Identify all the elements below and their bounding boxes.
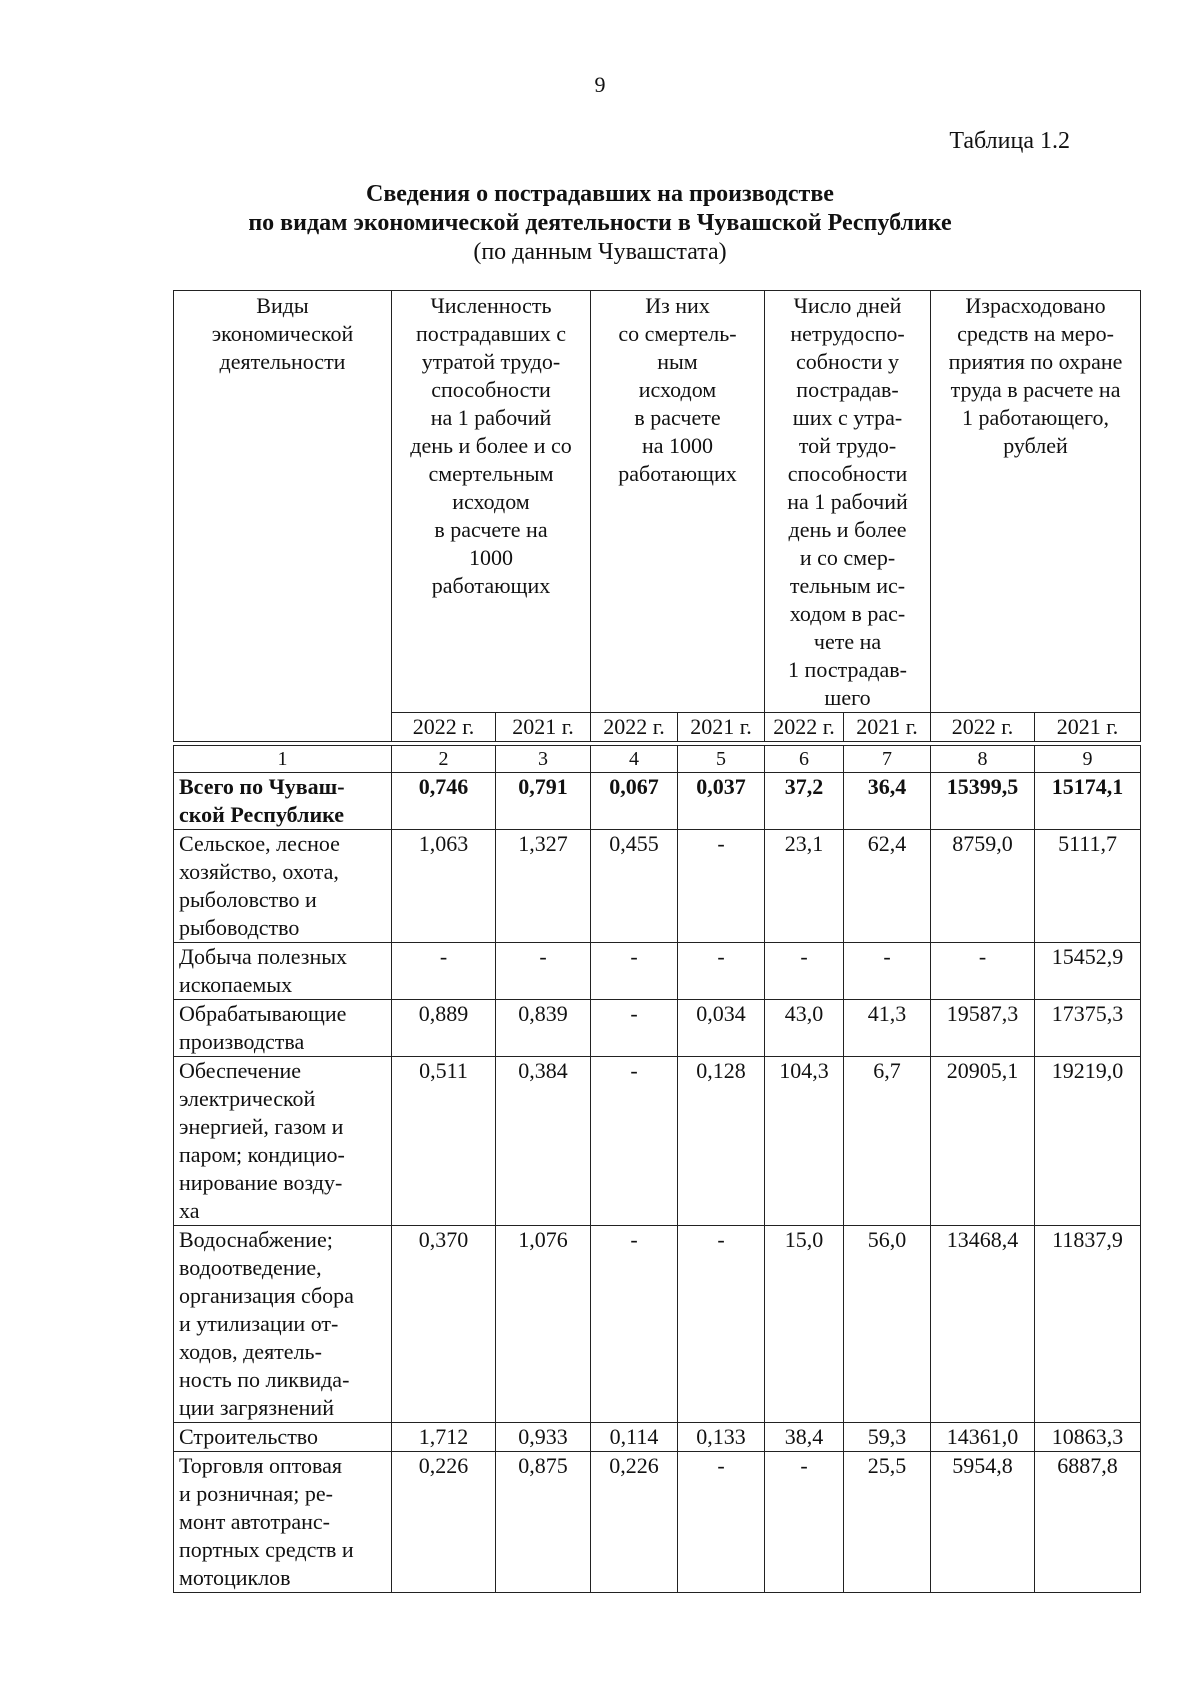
- value-cell: 37,2: [765, 773, 844, 830]
- header-text-line: и со смер-: [799, 545, 896, 570]
- header-text-line: шего: [824, 685, 871, 710]
- column-number: 7: [844, 746, 931, 773]
- activity-name-cell: [174, 943, 392, 1000]
- activity-name-line: монт автотранс-: [179, 1509, 330, 1534]
- header-text-line: средств на меро-: [957, 321, 1114, 346]
- value-cell: 56,0: [844, 1226, 931, 1423]
- column-number: 1: [174, 746, 392, 773]
- year-cell: 2021 г.: [496, 713, 591, 742]
- value-cell: 1,712: [392, 1423, 496, 1452]
- activity-name-line: ископаемых: [179, 972, 293, 997]
- year-cell: 2022 г.: [392, 713, 496, 742]
- header-fatal-per-1000: [591, 291, 765, 713]
- header-text-line: пострадавших с: [415, 321, 567, 346]
- table-row: [174, 1452, 1141, 1593]
- value-cell: 0,384: [496, 1057, 591, 1226]
- header-text-line: 1 пострадав-: [788, 657, 907, 682]
- header-text-line: способности: [787, 461, 908, 486]
- value-cell: 0,037: [678, 773, 765, 830]
- value-cell: 6,7: [844, 1057, 931, 1226]
- activity-name-cell: [174, 830, 392, 943]
- value-cell: 1,063: [392, 830, 496, 943]
- value-cell: 0,746: [392, 773, 496, 830]
- header-text-line: на 1 рабочий: [430, 405, 552, 430]
- value-cell: 0,067: [591, 773, 678, 830]
- header-text-line: той трудо-: [798, 433, 897, 458]
- header-text-line: Виды: [256, 293, 309, 318]
- activity-name-line: ха: [179, 1198, 200, 1223]
- value-cell: 0,511: [392, 1057, 496, 1226]
- value-cell: 0,875: [496, 1452, 591, 1593]
- activity-name-line: паром; кондицио-: [179, 1142, 345, 1167]
- activity-name-line: организация сбора: [179, 1283, 354, 1308]
- table-row: [174, 943, 1141, 1000]
- header-text-line: собности у: [796, 349, 899, 374]
- value-cell: -: [591, 1226, 678, 1423]
- header-text-line: ших с утра-: [792, 405, 903, 430]
- activity-name-line: Строительство: [179, 1424, 319, 1449]
- column-number: 8: [931, 746, 1035, 773]
- year-cell: 2021 г.: [844, 713, 931, 742]
- header-text-line: со смертель-: [618, 321, 737, 346]
- activity-name-line: Водоснабжение;: [179, 1227, 333, 1252]
- header-text-line: 1 работающего,: [962, 405, 1109, 430]
- activity-name-cell: [174, 1423, 392, 1452]
- value-cell: -: [678, 943, 765, 1000]
- header-text-line: Из них: [645, 293, 710, 318]
- value-cell: 0,455: [591, 830, 678, 943]
- value-cell: 41,3: [844, 1000, 931, 1057]
- title-line-2: по видам экономической деятельности в Чувашской Республике: [248, 210, 952, 236]
- header-text-line: исходом: [638, 377, 717, 402]
- activity-name-cell: [174, 1000, 392, 1057]
- column-number: 6: [765, 746, 844, 773]
- value-cell: 15174,1: [1035, 773, 1141, 830]
- header-text-line: ным: [657, 349, 698, 374]
- value-cell: 0,933: [496, 1423, 591, 1452]
- activity-name-line: Обрабатывающие: [179, 1001, 347, 1026]
- value-cell: 10863,3: [1035, 1423, 1141, 1452]
- activity-name-line: Сельское, лесное: [179, 831, 340, 856]
- header-text-line: экономической: [211, 321, 354, 346]
- injury-statistics-table: [173, 290, 1141, 1593]
- table-row: [174, 1057, 1141, 1226]
- value-cell: 0,114: [591, 1423, 678, 1452]
- year-cell: 2022 г.: [591, 713, 678, 742]
- value-cell: 0,889: [392, 1000, 496, 1057]
- value-cell: 0,226: [392, 1452, 496, 1593]
- value-cell: 38,4: [765, 1423, 844, 1452]
- activity-name-line: водоотведение,: [179, 1255, 322, 1280]
- header-text-line: чете на: [813, 629, 882, 654]
- header-text-line: тельным ис-: [789, 573, 906, 598]
- header-text-line: исходом: [452, 489, 530, 514]
- value-cell: -: [678, 1226, 765, 1423]
- value-cell: 15399,5: [931, 773, 1035, 830]
- value-cell: -: [931, 943, 1035, 1000]
- activity-name-line: мотоциклов: [179, 1565, 291, 1590]
- title-line-3: (по данным Чувашстата): [473, 239, 727, 265]
- activity-name-line: и розничная; ре-: [179, 1481, 333, 1506]
- value-cell: 15452,9: [1035, 943, 1141, 1000]
- value-cell: 0,370: [392, 1226, 496, 1423]
- value-cell: -: [678, 1452, 765, 1593]
- activity-name-line: электрической: [179, 1086, 316, 1111]
- header-text-line: день и более: [788, 517, 907, 542]
- header-text-line: в расчете на: [434, 517, 548, 542]
- value-cell: 1,327: [496, 830, 591, 943]
- activity-name-cell: [174, 773, 392, 830]
- value-cell: 36,4: [844, 773, 931, 830]
- header-text-line: 1000: [469, 545, 513, 570]
- header-spent-per-worker: [931, 291, 1141, 713]
- header-text-line: на 1000: [641, 433, 714, 458]
- value-cell: -: [392, 943, 496, 1000]
- header-text-line: ходом в рас-: [789, 601, 906, 626]
- value-cell: -: [591, 1000, 678, 1057]
- value-cell: 0,226: [591, 1452, 678, 1593]
- header-text-line: работающих: [618, 461, 737, 486]
- value-cell: 1,076: [496, 1226, 591, 1423]
- table-label: Таблица 1.2: [949, 128, 1070, 154]
- activity-name-line: ходов, деятель-: [179, 1339, 322, 1364]
- activity-name-line: производства: [179, 1029, 305, 1054]
- header-text-line: приятия по охране: [948, 349, 1123, 374]
- column-number: 9: [1035, 746, 1141, 773]
- activity-name-cell: [174, 1452, 392, 1593]
- activity-name-line: ность по ликвида-: [179, 1367, 350, 1392]
- activity-name-line: Обеспечение: [179, 1058, 301, 1083]
- header-days-lost: [765, 291, 931, 713]
- value-cell: 6887,8: [1035, 1452, 1141, 1593]
- value-cell: -: [591, 943, 678, 1000]
- value-cell: 0,128: [678, 1057, 765, 1226]
- activity-name-cell: [174, 1057, 392, 1226]
- activity-name-line: Добыча полезных: [179, 944, 348, 969]
- header-text-line: утратой трудо-: [421, 349, 561, 374]
- header-text-line: Численность: [430, 293, 552, 318]
- total-row: [174, 773, 1141, 830]
- header-text-line: нетрудоспо-: [790, 321, 905, 346]
- activity-name-line: хозяйство, охота,: [179, 859, 339, 884]
- header-text-line: на 1 рабочий: [787, 489, 908, 514]
- value-cell: -: [678, 830, 765, 943]
- header-text-line: рублей: [1003, 433, 1068, 458]
- value-cell: -: [765, 943, 844, 1000]
- activity-name-line: энергией, газом и: [179, 1114, 344, 1139]
- table-row: [174, 1226, 1141, 1423]
- activity-name-line: ской Республике: [179, 802, 345, 827]
- value-cell: 8759,0: [931, 830, 1035, 943]
- header-row: [174, 291, 1141, 713]
- header-text-line: работающих: [431, 573, 551, 598]
- value-cell: 0,839: [496, 1000, 591, 1057]
- column-numbers-row: [174, 746, 1141, 773]
- activity-name-line: рыболовство и: [179, 887, 317, 912]
- header-text-line: пострадав-: [796, 377, 899, 402]
- activity-name-line: ции загрязнений: [179, 1395, 334, 1420]
- value-cell: -: [496, 943, 591, 1000]
- activity-name-cell: [174, 1226, 392, 1423]
- value-cell: -: [844, 943, 931, 1000]
- activity-name-line: нирование возду-: [179, 1170, 343, 1195]
- column-number: 2: [392, 746, 496, 773]
- value-cell: 62,4: [844, 830, 931, 943]
- header-text-line: день и более и со: [410, 433, 572, 458]
- header-activity: [174, 291, 392, 742]
- value-cell: 43,0: [765, 1000, 844, 1057]
- value-cell: 11837,9: [1035, 1226, 1141, 1423]
- header-text-line: смертельным: [428, 461, 554, 486]
- table-title: [0, 180, 1200, 267]
- column-number: 5: [678, 746, 765, 773]
- header-text-line: труда в расчете на: [950, 377, 1121, 402]
- activity-name-line: Всего по Чуваш-: [179, 774, 345, 799]
- activity-name-line: портных средств и: [179, 1537, 354, 1562]
- header-text-line: Число дней: [793, 293, 902, 318]
- table-row: [174, 1000, 1141, 1057]
- table-row: [174, 1423, 1141, 1452]
- value-cell: 17375,3: [1035, 1000, 1141, 1057]
- value-cell: 20905,1: [931, 1057, 1035, 1226]
- value-cell: 15,0: [765, 1226, 844, 1423]
- value-cell: 14361,0: [931, 1423, 1035, 1452]
- value-cell: 13468,4: [931, 1226, 1035, 1423]
- value-cell: 23,1: [765, 830, 844, 943]
- value-cell: -: [765, 1452, 844, 1593]
- value-cell: 104,3: [765, 1057, 844, 1226]
- title-line-1: Сведения о пострадавших на производстве: [366, 181, 834, 207]
- header-injured-per-1000: [392, 291, 591, 713]
- value-cell: 19587,3: [931, 1000, 1035, 1057]
- header-text-line: способности: [431, 377, 551, 402]
- value-cell: 25,5: [844, 1452, 931, 1593]
- value-cell: 0,034: [678, 1000, 765, 1057]
- activity-name-line: рыбоводство: [179, 915, 300, 940]
- header-text-line: Израсходовано: [965, 293, 1106, 318]
- header-text-line: деятельности: [219, 349, 346, 374]
- header-text-line: в расчете: [634, 405, 721, 430]
- activity-name-line: и утилизации от-: [179, 1311, 339, 1336]
- column-number: 4: [591, 746, 678, 773]
- year-cell: 2022 г.: [931, 713, 1035, 742]
- year-cell: 2022 г.: [765, 713, 844, 742]
- value-cell: 0,791: [496, 773, 591, 830]
- value-cell: 5954,8: [931, 1452, 1035, 1593]
- value-cell: 0,133: [678, 1423, 765, 1452]
- value-cell: 19219,0: [1035, 1057, 1141, 1226]
- column-number: 3: [496, 746, 591, 773]
- activity-name-line: Торговля оптовая: [179, 1453, 343, 1478]
- year-cell: 2021 г.: [678, 713, 765, 742]
- page-number: 9: [594, 72, 606, 97]
- table-row: [174, 830, 1141, 943]
- value-cell: 59,3: [844, 1423, 931, 1452]
- value-cell: 5111,7: [1035, 830, 1141, 943]
- value-cell: -: [591, 1057, 678, 1226]
- year-cell: 2021 г.: [1035, 713, 1141, 742]
